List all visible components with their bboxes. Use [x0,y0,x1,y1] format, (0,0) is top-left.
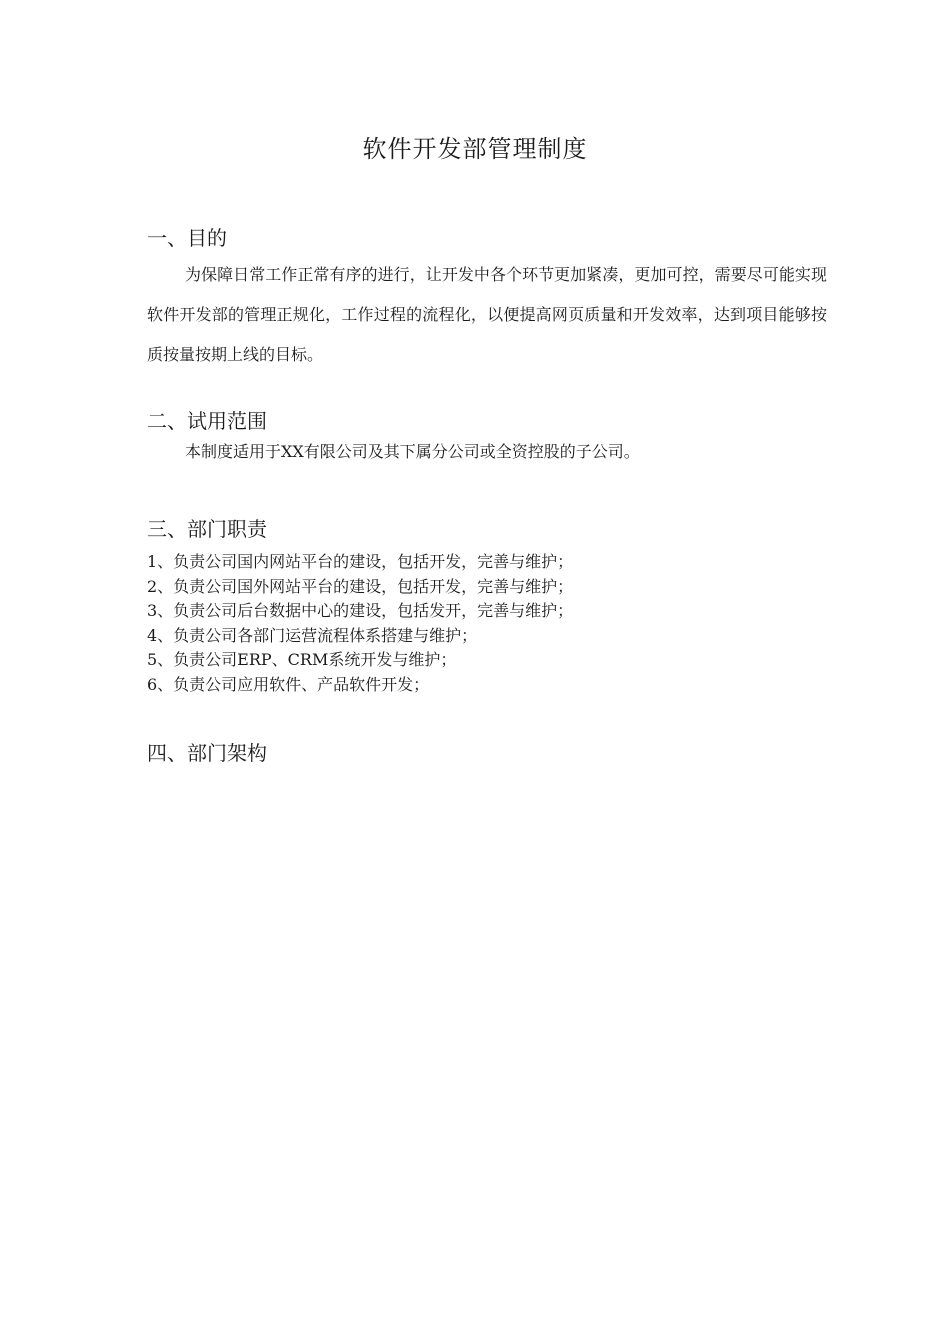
duty-list [147,550,827,697]
list-item: 2、负责公司国外网站平台的建设，包括开发，完善与维护； [147,576,574,596]
section-heading-purpose: 一、目的 [147,226,227,250]
list-item: 1、负责公司国内网站平台的建设，包括开发，完善与维护； [147,552,574,571]
scope-paragraph: 本制度适用于XX有限公司及其下属分公司或全资控股的子公司。 [185,442,640,461]
list-item: 3、负责公司后台数据中心的建设，包括发开，完善与维护； [147,601,574,620]
section-scope [147,406,827,472]
document-title: 软件开发部管理制度 [362,135,588,163]
section-heading-structure: 四、部门架构 [147,741,267,765]
section-heading-scope: 二、试用范围 [147,409,267,433]
section-heading-duties: 三、部门职责 [147,517,267,541]
list-item: 5、负责公司ERP、CRM系统开发与维护； [147,650,457,669]
section-purpose [147,223,827,375]
list-item: 4、负责公司各部门运营流程体系搭建与维护； [147,625,478,645]
section-duties [147,514,827,697]
section-structure [147,738,827,768]
purpose-paragraph: 为保障日常工作正常有序的进行，让开发中各个环节更加紧凑，更加可控，需要尽可能实现软件开发部的管理正规化，工作过程的流程化，以便提高网页质量和开发效率，达到项目能够按质按量按期上线的目标。 [147,265,827,364]
list-item: 6、负责公司应用软件、产品软件开发； [147,674,430,694]
